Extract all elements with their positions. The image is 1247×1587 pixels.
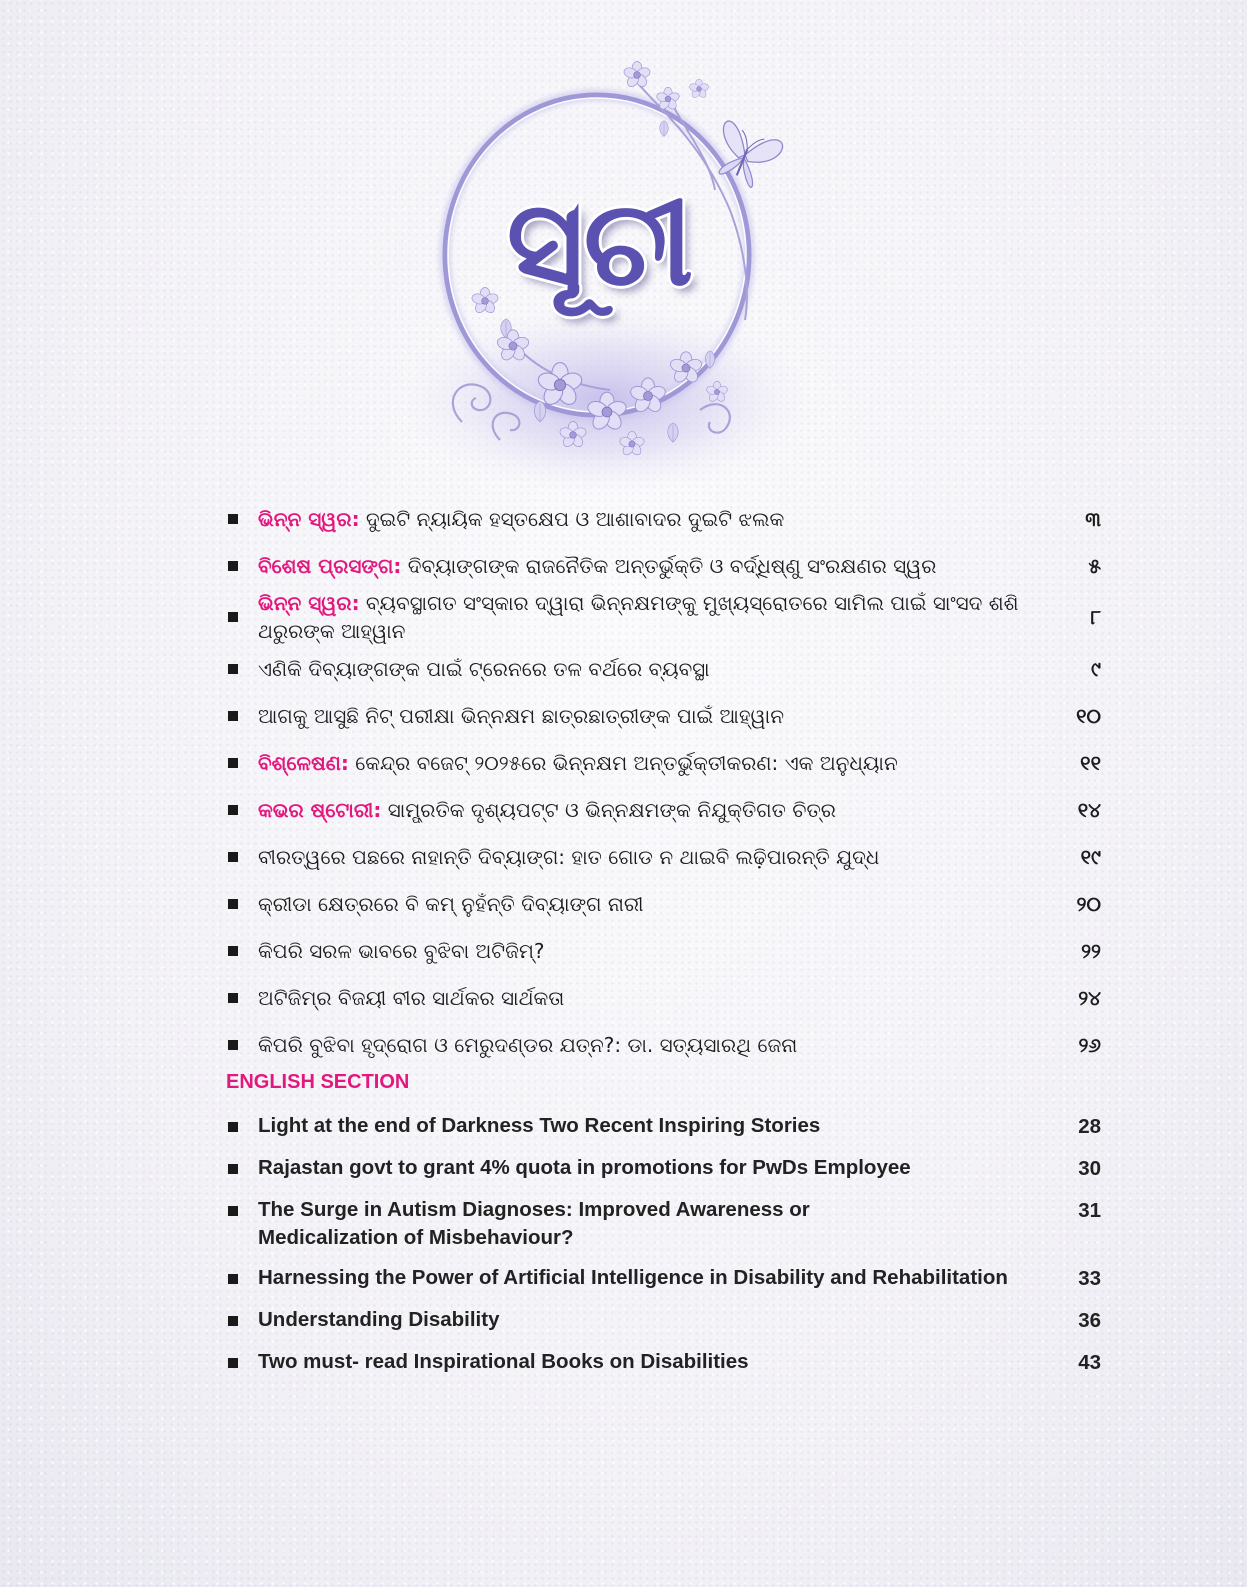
- entry-title: Light at the end of Darkness Two Recent Inspiring Stories: [258, 1114, 821, 1137]
- flower-icon: [623, 62, 652, 89]
- bullet-icon: [228, 1206, 238, 1216]
- entry-page-number: ୮: [1090, 605, 1101, 629]
- entry-category-label: କଭର ଷ୍ଟୋରୀ:: [258, 797, 382, 822]
- entry-page-number: 33: [1078, 1267, 1101, 1290]
- toc-entry: [224, 1258, 1101, 1300]
- entry-page-number: ୧୦: [1076, 703, 1101, 728]
- toc-entry: [224, 927, 1101, 974]
- entry-page-number: ୧୧: [1080, 750, 1101, 775]
- toc-entry: [224, 645, 1101, 692]
- entry-page-number: 30: [1078, 1157, 1101, 1180]
- toc-entry: [224, 542, 1101, 589]
- entry-page-number: ୩: [1085, 506, 1101, 531]
- entry-title: Understanding Disability: [258, 1308, 500, 1331]
- entry-page-number: ୨୬: [1078, 1032, 1101, 1057]
- toc-entry: [224, 1106, 1101, 1148]
- bullet-icon: [228, 805, 238, 815]
- bullet-icon: [228, 1316, 238, 1326]
- entry-category-label: ବିଶ୍ଳେଷଣ:: [258, 750, 349, 775]
- entry-title: [258, 1196, 1057, 1252]
- toc-entry: [224, 974, 1101, 1021]
- entry-title-text: ଆଗକୁ ଆସୁଛି ନିଟ୍ ପରୀକ୍ଷା ଭିନ୍ନକ୍ଷମ ଛାତ୍ରଛାତ୍ରୀଙ୍କ ପାଇଁ ଆହ୍ୱାନ: [258, 703, 784, 728]
- entry-title: [258, 505, 1057, 533]
- entry-title: [258, 552, 1057, 580]
- entry-title: Two must- read Inspirational Books on Disabilities: [258, 1350, 749, 1373]
- entry-title-text: ଅଟିଜିମ୍‌ର ବିଜୟୀ ବୀର ସାର୍ଥକର ସାର୍ଥକତା: [258, 985, 565, 1010]
- toc-entry: [224, 1148, 1101, 1190]
- bullet-icon: [228, 612, 238, 622]
- entry-title-text: କ୍ରୀଡା କ୍ଷେତ୍ରରେ ବି କମ୍ ନୁହଁନ୍ତି ଦିବ୍ୟାଙ୍ଗ ନାରୀ: [258, 891, 644, 916]
- toc-entry: [224, 786, 1101, 833]
- toc-entry: [224, 1300, 1101, 1342]
- entry-page-number: ୧୪: [1077, 797, 1101, 822]
- bullet-icon: [228, 758, 238, 768]
- bullet-icon: [228, 561, 238, 571]
- entry-category-label: ଭିନ୍ନ ସ୍ୱର:: [258, 591, 360, 615]
- entry-title-text: ଦୁଇଟି ନ୍ୟାୟିକ ହସ୍ତକ୍ଷେପ ଓ ଆଶାବାଦର ଦୁଇଟି ଝଲକ: [365, 506, 785, 531]
- entry-title-line: The Surge in Autism Diagnoses: Improved Awareness or: [258, 1198, 810, 1221]
- bullet-icon: [228, 852, 238, 862]
- entry-title: [258, 749, 1057, 777]
- entry-title: [258, 984, 1057, 1012]
- bullet-icon: [228, 1274, 238, 1284]
- bullet-icon: [228, 1358, 238, 1368]
- entry-page-number: ୧୯: [1080, 844, 1101, 869]
- english-section-heading: ENGLISH SECTION: [226, 1071, 410, 1093]
- entry-page-number: ୨୦: [1076, 891, 1101, 916]
- entry-category-label: ବିଶେଷ ପ୍ରସଙ୍ଗ:: [258, 553, 402, 578]
- entry-title-text: ଦିବ୍ୟାଙ୍ଗଙ୍କ ରାଜନୈତିକ ଅନ୍ତର୍ଭୁକ୍ତି ଓ ବର୍ଦ୍ଧିଷ୍ଣୁ ସଂରକ୍ଷଣର ସ୍ୱର: [407, 553, 937, 578]
- entry-title-text: କିପରି ସରଳ ଭାବରେ ବୁଝିବା ଅଟିଜିମ୍?: [258, 938, 545, 963]
- toc-entry: [224, 739, 1101, 786]
- entry-page-number: ୫: [1088, 553, 1101, 578]
- bullet-icon: [228, 664, 238, 674]
- entry-page-number: 43: [1078, 1351, 1101, 1374]
- entry-title: [258, 843, 1057, 871]
- entry-title-text: କେନ୍ଦ୍ର ବଜେଟ୍ ୨୦୨୫ରେ ଭିନ୍ନକ୍ଷମ ଅନ୍ତର୍ଭୁକ୍ତୀକରଣ: ଏକ ଅନୁଧ୍ୟାନ: [355, 750, 898, 775]
- toc-entry: [224, 880, 1101, 927]
- entry-title: [258, 890, 1057, 918]
- bullet-icon: [228, 1164, 238, 1174]
- entry-page-number: ୨୪: [1078, 985, 1101, 1010]
- entry-title: [258, 589, 1057, 645]
- entry-title-line: Medicalization of Misbehaviour?: [258, 1226, 574, 1249]
- entry-title: [258, 937, 1057, 965]
- toc-entry: [224, 495, 1101, 542]
- toc-entry: [224, 833, 1101, 880]
- bullet-icon: [228, 946, 238, 956]
- page-title: ସୂଚୀ: [506, 174, 694, 312]
- entry-title: Harnessing the Power of Artificial Intelligence in Disability and Rehabilitation: [258, 1266, 1008, 1289]
- entry-title: [258, 796, 1057, 824]
- toc-entry: [224, 1342, 1101, 1384]
- flower-icon: [688, 79, 709, 99]
- entry-title: [258, 702, 1057, 730]
- bullet-icon: [228, 899, 238, 909]
- toc-entry: [224, 1021, 1101, 1068]
- entry-title: [258, 1031, 1057, 1059]
- entry-title: [258, 655, 1057, 683]
- entry-page-number: 28: [1078, 1115, 1101, 1138]
- entry-page-number: ୨୨: [1081, 938, 1101, 963]
- toc-entry: [224, 692, 1101, 739]
- entry-page-number: ୯: [1091, 656, 1101, 681]
- entry-page-number: 31: [1078, 1199, 1101, 1222]
- english-contents-list: [224, 1106, 1101, 1384]
- entry-category-label: ଭିନ୍ନ ସ୍ୱର:: [258, 506, 360, 531]
- bullet-icon: [228, 1040, 238, 1050]
- toc-entry: [224, 1190, 1101, 1258]
- entry-title-text: ବ୍ୟବସ୍ଥାଗତ ସଂସ୍କାର ଦ୍ୱାରା ଭିନ୍ନକ୍ଷମଙ୍କୁ ମୁଖ୍ୟସ୍ରୋତରେ ସାମିଲ ପାଇଁ ସାଂସଦ ଶଶି ଥରୁରଙ୍କ ଆହ୍ୱାନ: [258, 591, 1019, 643]
- entry-title-text: ବୀରତ୍ୱରେ ପଛରେ ନାହାନ୍ତି ଦିବ୍ୟାଙ୍ଗ: ହାତ ଗୋଡ ନ ଥାଇବି ଲଢ଼ିପାରନ୍ତି ଯୁଦ୍ଧ: [258, 844, 880, 869]
- bullet-icon: [228, 1122, 238, 1132]
- entry-title-text: ଏଣିକି ଦିବ୍ୟାଙ୍ଗଙ୍କ ପାଇଁ ଟ୍ରେନରେ ତଳ ବର୍ଥରେ ବ୍ୟବସ୍ଥା: [258, 656, 710, 681]
- bullet-icon: [228, 993, 238, 1003]
- bullet-icon: [228, 711, 238, 721]
- entry-title: Rajastan govt to grant 4% quota in promotions for PwDs Employee: [258, 1156, 911, 1179]
- entry-title-text: କିପରି ବୁଝିବା ହୃଦ୍‌ରୋଗ ଓ ମେରୁଦଣ୍ଡର ଯତ୍ନ?: ଡା. ସତ୍ୟସାରଥି ଜେନା: [258, 1032, 798, 1057]
- odia-contents-list: [224, 495, 1101, 1068]
- bullet-icon: [228, 514, 238, 524]
- toc-entry: [224, 589, 1101, 645]
- entry-title-text: ସାମ୍ପ୍ରତିକ ଦୃଶ୍ୟପଟ୍ଟ ଓ ଭିନ୍ନକ୍ଷମଙ୍କ ନିଯୁକ୍ତିଗତ ଚିତ୍ର: [387, 797, 836, 822]
- entry-page-number: 36: [1078, 1309, 1101, 1332]
